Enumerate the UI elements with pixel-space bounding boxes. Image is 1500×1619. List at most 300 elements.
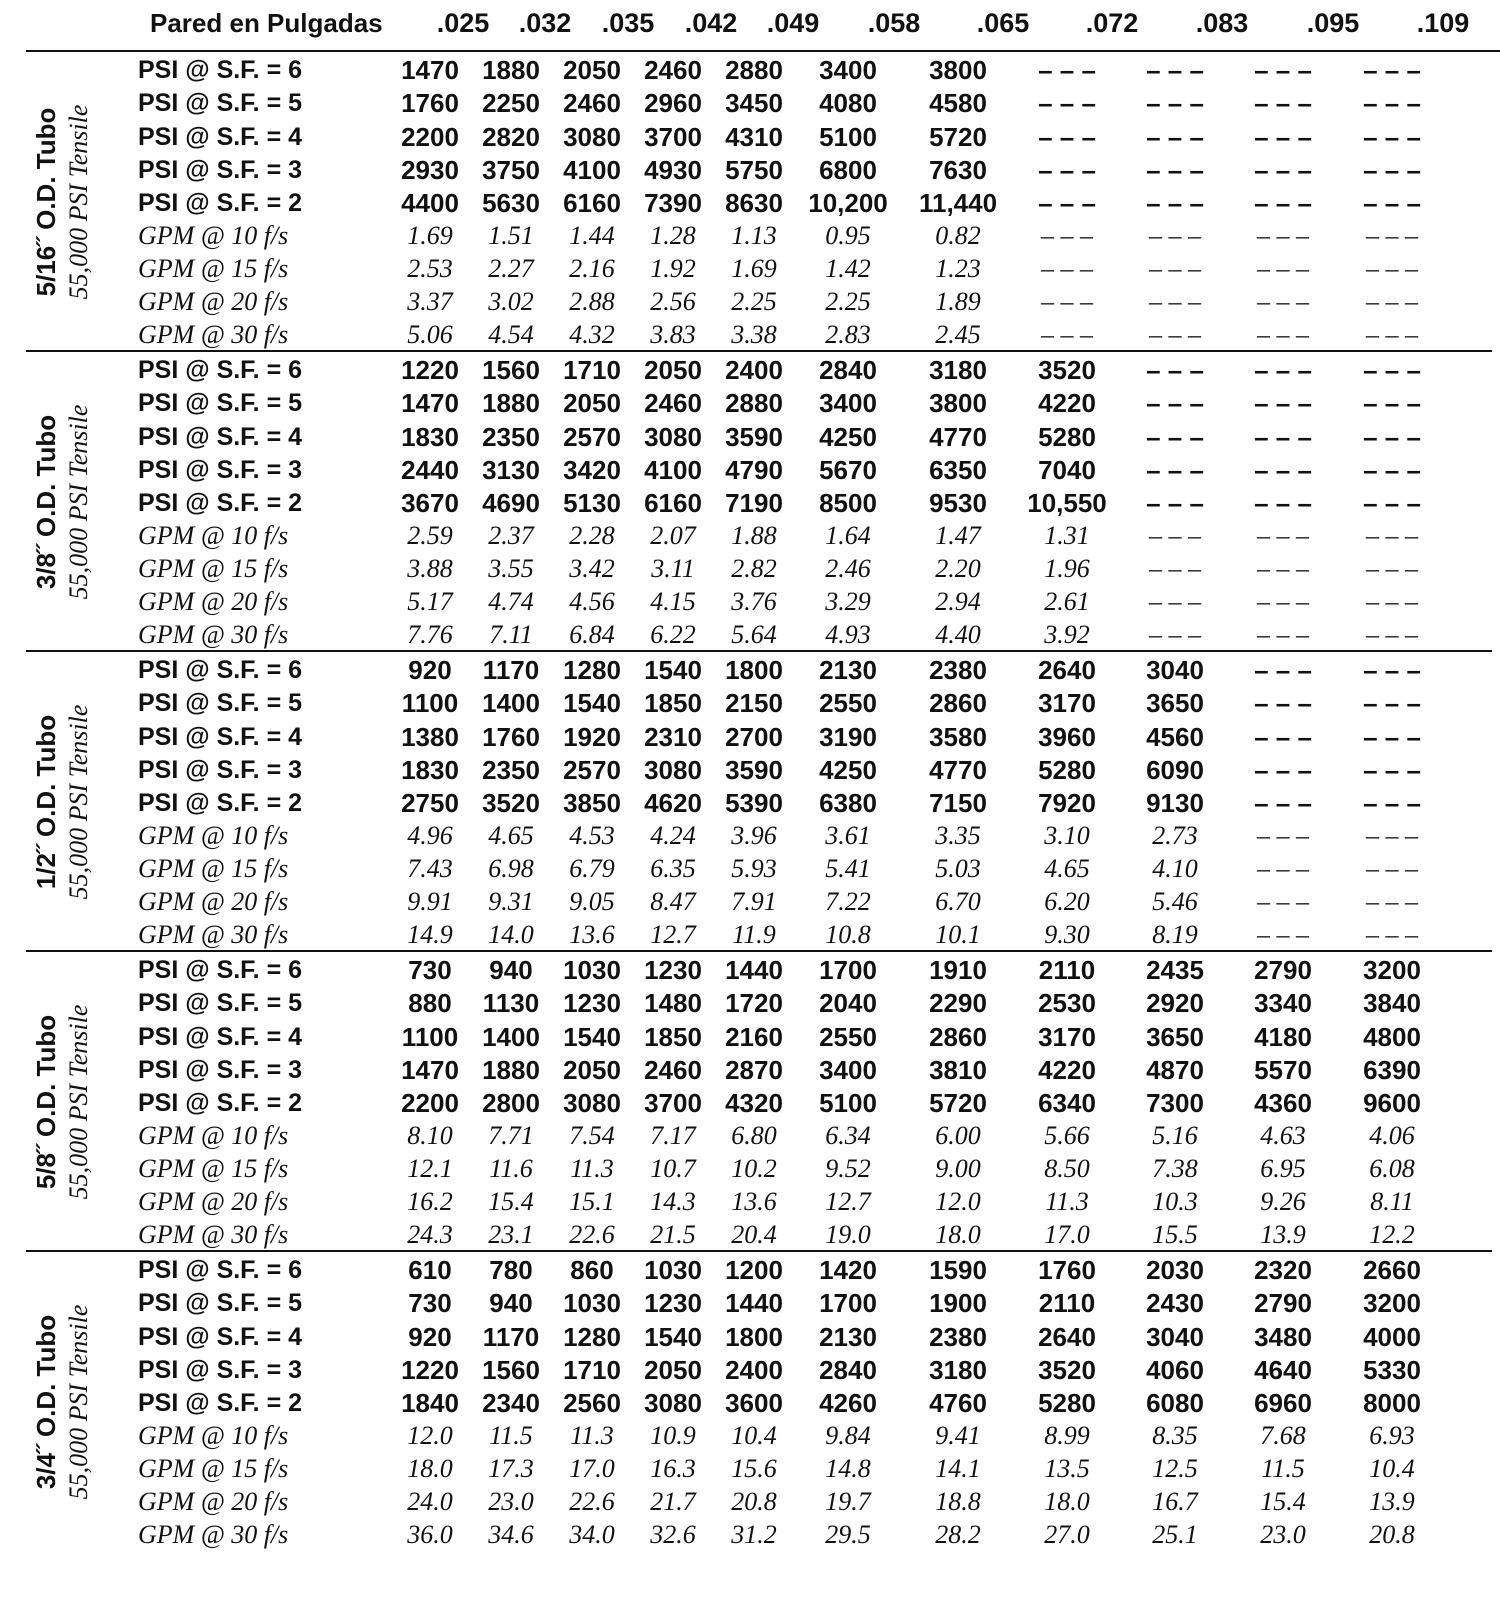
tube-group bbox=[0, 52, 1500, 352]
wall-col-header: .025 bbox=[436, 8, 490, 38]
table-cell: 1710 bbox=[563, 1355, 621, 1385]
table-cell: 18.0 bbox=[935, 1220, 981, 1249]
table-row bbox=[0, 987, 1500, 1020]
table-cell: 2.27 bbox=[488, 254, 534, 283]
table-cell: 1280 bbox=[563, 1322, 621, 1352]
table-cell: 4100 bbox=[563, 155, 621, 185]
table-cell: 1230 bbox=[644, 1288, 702, 1318]
table-cell: – – – bbox=[1366, 920, 1418, 949]
wall-col-header: .049 bbox=[766, 8, 820, 38]
table-cell: 5630 bbox=[482, 188, 540, 218]
table-cell: – – – bbox=[1257, 920, 1309, 949]
table-cell: 34.6 bbox=[488, 1520, 534, 1549]
table-cell: 3840 bbox=[1363, 988, 1421, 1018]
table-cell: 22.6 bbox=[569, 1220, 615, 1249]
table-cell: – – – bbox=[1149, 221, 1201, 250]
row-label: PSI @ S.F. = 4 bbox=[138, 123, 303, 151]
row-label: GPM @ 15 f/s bbox=[138, 254, 289, 283]
table-cell: 1880 bbox=[482, 388, 540, 418]
row-label: PSI @ S.F. = 6 bbox=[138, 356, 303, 384]
table-cell: – – – bbox=[1363, 655, 1421, 685]
table-cell: 3180 bbox=[929, 1355, 987, 1385]
table-cell: 1130 bbox=[482, 988, 540, 1018]
table-cell: 2430 bbox=[1146, 1288, 1204, 1318]
table-cell: – – – bbox=[1363, 422, 1421, 452]
table-cell: 4930 bbox=[644, 155, 702, 185]
table-cell: 8.11 bbox=[1370, 1187, 1414, 1216]
table-cell: 1170 bbox=[482, 1322, 540, 1352]
table-cell: 17.0 bbox=[1044, 1220, 1090, 1249]
table-cell: – – – bbox=[1146, 455, 1204, 485]
table-cell: 4.96 bbox=[407, 821, 453, 850]
table-cell: 10.8 bbox=[825, 920, 871, 949]
table-cell: – – – bbox=[1366, 821, 1418, 850]
table-cell: 5390 bbox=[725, 788, 783, 818]
table-cell: 7.17 bbox=[650, 1121, 696, 1150]
table-cell: 2050 bbox=[644, 1355, 702, 1385]
table-cell: 4.63 bbox=[1260, 1121, 1306, 1150]
row-label: GPM @ 30 f/s bbox=[138, 920, 289, 949]
table-cell: 4800 bbox=[1363, 1022, 1421, 1052]
wall-col-header: .109 bbox=[1416, 8, 1470, 38]
row-label: PSI @ S.F. = 6 bbox=[138, 956, 303, 984]
tube-size: 3/4˝ O.D. Tubo bbox=[31, 1314, 61, 1490]
table-row bbox=[0, 920, 1500, 953]
table-cell: 1230 bbox=[644, 955, 702, 985]
table-cell: 5330 bbox=[1363, 1355, 1421, 1385]
table-cell: – – – bbox=[1363, 88, 1421, 118]
table-cell: 860 bbox=[570, 1255, 614, 1285]
table-cell: 2435 bbox=[1146, 955, 1204, 985]
table-cell: 5.03 bbox=[935, 854, 981, 883]
table-cell: 3170 bbox=[1038, 1022, 1096, 1052]
table-cell: 2380 bbox=[929, 655, 987, 685]
table-cell: 3450 bbox=[725, 88, 783, 118]
table-cell: 2840 bbox=[819, 355, 877, 385]
table-row bbox=[0, 1520, 1500, 1553]
wall-col-header: .032 bbox=[518, 8, 572, 38]
table-cell: 4760 bbox=[929, 1388, 987, 1418]
table-cell: 4.32 bbox=[569, 320, 615, 349]
table-cell: 1540 bbox=[563, 688, 621, 718]
table-cell: 12.5 bbox=[1152, 1454, 1198, 1483]
table-cell: 5130 bbox=[563, 488, 621, 518]
table-cell: – – – bbox=[1146, 55, 1204, 85]
table-cell: 11.5 bbox=[489, 1421, 533, 1450]
table-cell: 1.51 bbox=[488, 221, 534, 250]
table-cell: 14.8 bbox=[825, 1454, 871, 1483]
table-row bbox=[0, 887, 1500, 920]
table-cell: 9.05 bbox=[569, 887, 615, 916]
table-cell: 19.0 bbox=[825, 1220, 871, 1249]
table-cell: 10.7 bbox=[650, 1154, 696, 1183]
table-cell: 31.2 bbox=[731, 1520, 777, 1549]
table-cell: 15.5 bbox=[1152, 1220, 1198, 1249]
table-cell: 7.38 bbox=[1152, 1154, 1198, 1183]
table-cell: 3200 bbox=[1363, 955, 1421, 985]
table-cell: 6160 bbox=[644, 488, 702, 518]
table-cell: 1200 bbox=[725, 1255, 783, 1285]
tube-size: 1/2˝ O.D. Tubo bbox=[31, 714, 61, 890]
table-row bbox=[0, 1154, 1500, 1187]
table-cell: 12.0 bbox=[407, 1421, 453, 1450]
tube-group bbox=[0, 652, 1500, 952]
table-cell: 9130 bbox=[1146, 788, 1204, 818]
table-cell: 2350 bbox=[482, 755, 540, 785]
table-cell: 2840 bbox=[819, 1355, 877, 1385]
table-cell: 2380 bbox=[929, 1322, 987, 1352]
table-cell: 13.5 bbox=[1044, 1454, 1090, 1483]
wall-col-header: .072 bbox=[1085, 8, 1139, 38]
table-cell: 1710 bbox=[563, 355, 621, 385]
table-cell: – – – bbox=[1363, 388, 1421, 418]
table-cell: – – – bbox=[1366, 620, 1418, 649]
table-cell: 2050 bbox=[563, 388, 621, 418]
table-cell: – – – bbox=[1149, 521, 1201, 550]
table-cell: 5280 bbox=[1038, 1388, 1096, 1418]
table-cell: – – – bbox=[1363, 188, 1421, 218]
table-cell: 1910 bbox=[929, 955, 987, 985]
table-cell: 5570 bbox=[1254, 1055, 1312, 1085]
table-cell: 2570 bbox=[563, 422, 621, 452]
table-cell: 5100 bbox=[819, 1088, 877, 1118]
table-cell: 2700 bbox=[725, 722, 783, 752]
table-cell: 4.65 bbox=[1044, 854, 1090, 883]
table-row bbox=[0, 1421, 1500, 1454]
table-cell: 7920 bbox=[1038, 788, 1096, 818]
table-cell: 2200 bbox=[401, 1088, 459, 1118]
table-cell: 1560 bbox=[482, 1355, 540, 1385]
row-label: PSI @ S.F. = 6 bbox=[138, 656, 303, 684]
table-cell: 16.7 bbox=[1152, 1487, 1198, 1516]
table-cell: 3190 bbox=[819, 722, 877, 752]
row-label: GPM @ 30 f/s bbox=[138, 1220, 289, 1249]
table-cell: – – – bbox=[1254, 155, 1312, 185]
table-cell: 2310 bbox=[644, 722, 702, 752]
table-cell: 3.61 bbox=[825, 821, 871, 850]
table-cell: – – – bbox=[1149, 554, 1201, 583]
table-row bbox=[0, 487, 1500, 520]
table-cell: 2550 bbox=[819, 688, 877, 718]
table-cell: 10,550 bbox=[1027, 488, 1107, 518]
table-cell: 9.30 bbox=[1044, 920, 1090, 949]
table-cell: 2920 bbox=[1146, 988, 1204, 1018]
row-label: PSI @ S.F. = 5 bbox=[138, 989, 303, 1017]
table-cell: 880 bbox=[408, 988, 452, 1018]
table-cell: 7.71 bbox=[488, 1121, 534, 1150]
table-cell: 4250 bbox=[819, 422, 877, 452]
table-cell: 1.42 bbox=[825, 254, 871, 283]
row-label: PSI @ S.F. = 2 bbox=[138, 489, 303, 517]
table-cell: 4220 bbox=[1038, 1055, 1096, 1085]
table-cell: 1440 bbox=[725, 1288, 783, 1318]
table-cell: 2960 bbox=[644, 88, 702, 118]
table-cell: 0.95 bbox=[825, 221, 871, 250]
table-cell: 3.96 bbox=[731, 821, 777, 850]
table-cell: 730 bbox=[408, 1288, 452, 1318]
table-cell: 1830 bbox=[401, 422, 459, 452]
table-cell: 3080 bbox=[644, 1388, 702, 1418]
table-cell: 4310 bbox=[725, 122, 783, 152]
table-row bbox=[0, 821, 1500, 854]
table-cell: 1840 bbox=[401, 1388, 459, 1418]
table-cell: 6.98 bbox=[488, 854, 534, 883]
table-cell: 4180 bbox=[1254, 1022, 1312, 1052]
table-cell: 15.1 bbox=[569, 1187, 615, 1216]
table-cell: – – – bbox=[1149, 620, 1201, 649]
table-cell: 8.47 bbox=[650, 887, 696, 916]
table-cell: 2050 bbox=[563, 55, 621, 85]
table-cell: 2150 bbox=[725, 688, 783, 718]
table-cell: 2880 bbox=[725, 388, 783, 418]
table-cell: 24.3 bbox=[407, 1220, 453, 1249]
table-cell: 7150 bbox=[929, 788, 987, 818]
table-cell: 1.69 bbox=[407, 221, 453, 250]
table-cell: 6340 bbox=[1038, 1088, 1096, 1118]
table-cell: 16.3 bbox=[650, 1454, 696, 1483]
table-cell: 1400 bbox=[482, 1022, 540, 1052]
row-label: GPM @ 20 f/s bbox=[138, 1487, 289, 1516]
table-cell: 1440 bbox=[725, 955, 783, 985]
table-cell: – – – bbox=[1363, 788, 1421, 818]
table-cell: 1100 bbox=[401, 1022, 459, 1052]
table-cell: 2290 bbox=[929, 988, 987, 1018]
table-cell: – – – bbox=[1038, 155, 1096, 185]
table-cell: 1920 bbox=[563, 722, 621, 752]
table-cell: – – – bbox=[1146, 422, 1204, 452]
table-cell: 15.4 bbox=[1260, 1487, 1306, 1516]
table-row bbox=[0, 221, 1500, 254]
row-label: GPM @ 10 f/s bbox=[138, 521, 289, 550]
table-cell: 1100 bbox=[401, 688, 459, 718]
table-cell: 6080 bbox=[1146, 1388, 1204, 1418]
table-row bbox=[0, 1187, 1500, 1220]
table-cell: 23.0 bbox=[488, 1487, 534, 1516]
table-cell: 10.9 bbox=[650, 1421, 696, 1450]
table-cell: 3.92 bbox=[1044, 620, 1090, 649]
table-cell: 27.0 bbox=[1044, 1520, 1090, 1549]
table-row bbox=[0, 1387, 1500, 1420]
group-divider bbox=[26, 650, 1492, 652]
table-cell: 2640 bbox=[1038, 1322, 1096, 1352]
row-label: PSI @ S.F. = 3 bbox=[138, 456, 303, 484]
table-row bbox=[0, 654, 1500, 687]
table-cell: – – – bbox=[1254, 455, 1312, 485]
wall-col-header: .042 bbox=[684, 8, 738, 38]
table-cell: 1800 bbox=[725, 655, 783, 685]
table-cell: 22.6 bbox=[569, 1487, 615, 1516]
table-cell: 3.29 bbox=[825, 587, 871, 616]
wall-col-header: .035 bbox=[601, 8, 655, 38]
table-row bbox=[0, 1254, 1500, 1287]
table-cell: 3080 bbox=[563, 122, 621, 152]
table-cell: 3.88 bbox=[407, 554, 453, 583]
table-row bbox=[0, 554, 1500, 587]
table-cell: 9.41 bbox=[935, 1421, 981, 1450]
table-cell: 5720 bbox=[929, 1088, 987, 1118]
table-cell: 4060 bbox=[1146, 1355, 1204, 1385]
table-cell: – – – bbox=[1041, 221, 1093, 250]
table-cell: 5.46 bbox=[1152, 887, 1198, 916]
table-cell: 5720 bbox=[929, 122, 987, 152]
table-cell: 21.7 bbox=[650, 1487, 696, 1516]
table-cell: 5.17 bbox=[407, 587, 453, 616]
table-cell: 3080 bbox=[563, 1088, 621, 1118]
row-label: PSI @ S.F. = 4 bbox=[138, 423, 303, 451]
table-cell: 3600 bbox=[725, 1388, 783, 1418]
table-cell: 7630 bbox=[929, 155, 987, 185]
table-cell: 940 bbox=[489, 1288, 533, 1318]
table-cell: 8.35 bbox=[1152, 1421, 1198, 1450]
table-cell: 4080 bbox=[819, 88, 877, 118]
table-cell: 11.3 bbox=[1045, 1187, 1089, 1216]
table-row bbox=[0, 154, 1500, 187]
table-cell: – – – bbox=[1149, 254, 1201, 283]
table-cell: – – – bbox=[1041, 287, 1093, 316]
table-cell: 2340 bbox=[482, 1388, 540, 1418]
table-cell: 6.22 bbox=[650, 620, 696, 649]
table-cell: 2200 bbox=[401, 122, 459, 152]
table-cell: 1.13 bbox=[731, 221, 777, 250]
table-cell: 7390 bbox=[644, 188, 702, 218]
table-cell: 4870 bbox=[1146, 1055, 1204, 1085]
table-cell: – – – bbox=[1041, 254, 1093, 283]
table-cell: 6160 bbox=[563, 188, 621, 218]
table-cell: 7.11 bbox=[489, 620, 533, 649]
table-cell: 1900 bbox=[929, 1288, 987, 1318]
table-cell: 12.2 bbox=[1369, 1220, 1415, 1249]
table-cell: 3400 bbox=[819, 1055, 877, 1085]
row-label: GPM @ 20 f/s bbox=[138, 1187, 289, 1216]
table-cell: – – – bbox=[1257, 821, 1309, 850]
table-row bbox=[0, 87, 1500, 120]
table-cell: 2.59 bbox=[407, 521, 453, 550]
table-cell: – – – bbox=[1254, 688, 1312, 718]
table-cell: 2570 bbox=[563, 755, 621, 785]
row-label: PSI @ S.F. = 2 bbox=[138, 789, 303, 817]
row-label: GPM @ 15 f/s bbox=[138, 1454, 289, 1483]
wall-thickness-header bbox=[0, 0, 1500, 50]
table-cell: 2.88 bbox=[569, 287, 615, 316]
table-cell: 10.4 bbox=[731, 1421, 777, 1450]
table-cell: – – – bbox=[1363, 355, 1421, 385]
table-cell: 5.41 bbox=[825, 854, 871, 883]
table-cell: – – – bbox=[1366, 521, 1418, 550]
table-row bbox=[0, 687, 1500, 720]
table-cell: 3800 bbox=[929, 55, 987, 85]
table-cell: 1380 bbox=[401, 722, 459, 752]
table-cell: – – – bbox=[1146, 122, 1204, 152]
table-cell: 1540 bbox=[644, 1322, 702, 1352]
table-cell: 2790 bbox=[1254, 955, 1312, 985]
table-cell: – – – bbox=[1146, 488, 1204, 518]
row-label: GPM @ 10 f/s bbox=[138, 1121, 289, 1150]
table-cell: 12.1 bbox=[407, 1154, 453, 1183]
table-cell: 4.24 bbox=[650, 821, 696, 850]
table-cell: 10,200 bbox=[808, 188, 888, 218]
table-cell: 14.1 bbox=[935, 1454, 981, 1483]
table-cell: 4220 bbox=[1038, 388, 1096, 418]
table-row bbox=[0, 387, 1500, 420]
table-cell: 34.0 bbox=[569, 1520, 615, 1549]
table-cell: 1470 bbox=[401, 388, 459, 418]
table-cell: – – – bbox=[1038, 55, 1096, 85]
row-label: PSI @ S.F. = 6 bbox=[138, 56, 303, 84]
row-label: PSI @ S.F. = 3 bbox=[138, 756, 303, 784]
table-cell: 3200 bbox=[1363, 1288, 1421, 1318]
table-cell: 2750 bbox=[401, 788, 459, 818]
table-cell: 6390 bbox=[1363, 1055, 1421, 1085]
table-cell: 11.9 bbox=[732, 920, 776, 949]
table-cell: 6.34 bbox=[825, 1121, 871, 1150]
table-cell: 9.91 bbox=[407, 887, 453, 916]
table-cell: 4250 bbox=[819, 755, 877, 785]
table-row bbox=[0, 320, 1500, 353]
table-cell: 3.35 bbox=[935, 821, 981, 850]
table-cell: 2.37 bbox=[488, 521, 534, 550]
table-row bbox=[0, 1287, 1500, 1320]
table-cell: 5670 bbox=[819, 455, 877, 485]
table-cell: 8.10 bbox=[407, 1121, 453, 1150]
table-cell: 1.28 bbox=[650, 221, 696, 250]
table-cell: – – – bbox=[1363, 755, 1421, 785]
table-cell: 610 bbox=[408, 1255, 452, 1285]
table-cell: 7.68 bbox=[1260, 1421, 1306, 1450]
table-cell: 2.73 bbox=[1152, 821, 1198, 850]
table-cell: 2460 bbox=[644, 1055, 702, 1085]
table-cell: 24.0 bbox=[407, 1487, 453, 1516]
table-cell: 1480 bbox=[644, 988, 702, 1018]
table-cell: 13.6 bbox=[569, 920, 615, 949]
table-cell: 0.82 bbox=[935, 221, 981, 250]
table-cell: 4360 bbox=[1254, 1088, 1312, 1118]
table-cell: 2860 bbox=[929, 1022, 987, 1052]
table-cell: 1830 bbox=[401, 755, 459, 785]
table-row bbox=[0, 54, 1500, 87]
table-cell: 2400 bbox=[725, 1355, 783, 1385]
table-cell: 1760 bbox=[482, 722, 540, 752]
table-cell: 2050 bbox=[644, 355, 702, 385]
table-row bbox=[0, 1054, 1500, 1087]
table-cell: 9.00 bbox=[935, 1154, 981, 1183]
table-cell: – – – bbox=[1257, 854, 1309, 883]
table-cell: 2560 bbox=[563, 1388, 621, 1418]
table-cell: – – – bbox=[1363, 722, 1421, 752]
table-cell: 5.64 bbox=[731, 620, 777, 649]
table-cell: 6090 bbox=[1146, 755, 1204, 785]
table-cell: – – – bbox=[1254, 122, 1312, 152]
table-cell: 14.3 bbox=[650, 1187, 696, 1216]
table-row bbox=[0, 1220, 1500, 1253]
table-cell: 15.6 bbox=[731, 1454, 777, 1483]
table-cell: 8.50 bbox=[1044, 1154, 1090, 1183]
table-cell: 14.0 bbox=[488, 920, 534, 949]
table-cell: 1030 bbox=[563, 1288, 621, 1318]
table-cell: 1.47 bbox=[935, 521, 981, 550]
table-cell: 1700 bbox=[819, 1288, 877, 1318]
table-cell: 3590 bbox=[725, 422, 783, 452]
row-label: PSI @ S.F. = 5 bbox=[138, 689, 303, 717]
table-cell: 4.06 bbox=[1369, 1121, 1415, 1150]
table-cell: 8000 bbox=[1363, 1388, 1421, 1418]
table-cell: 3.76 bbox=[731, 587, 777, 616]
table-cell: 1880 bbox=[482, 1055, 540, 1085]
table-cell: 7.54 bbox=[569, 1121, 615, 1150]
table-cell: 4.15 bbox=[650, 587, 696, 616]
table-cell: – – – bbox=[1366, 587, 1418, 616]
table-cell: 5750 bbox=[725, 155, 783, 185]
table-cell: 2.46 bbox=[825, 554, 871, 583]
